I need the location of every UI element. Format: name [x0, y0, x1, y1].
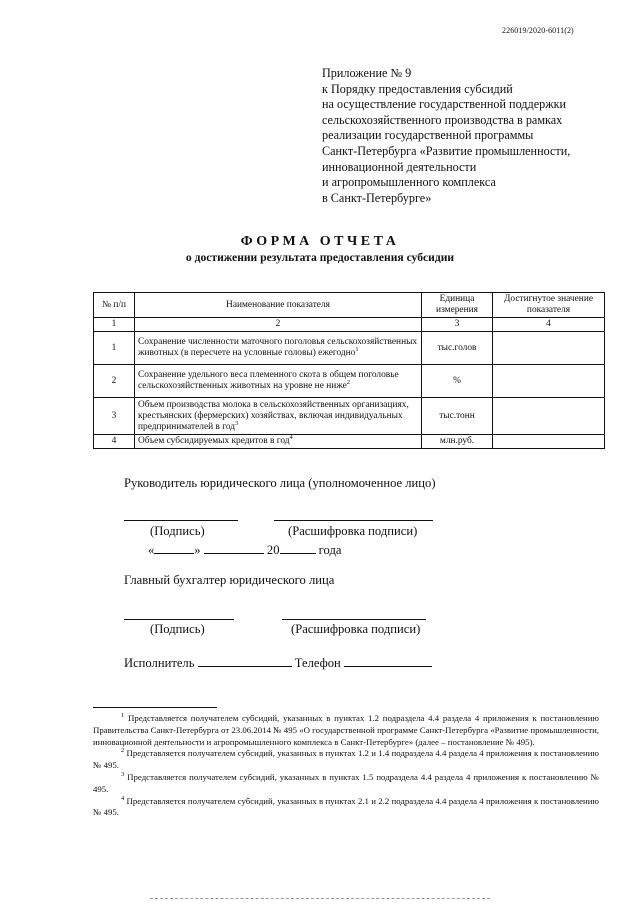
document-number: 226019/2020-6011(2): [502, 26, 574, 35]
footnote-ref: 1: [355, 345, 359, 353]
column-number: 2: [135, 318, 422, 332]
unit-cell: %: [422, 365, 493, 398]
footnote-divider: [93, 707, 217, 708]
footnote-mark: 2: [121, 747, 125, 755]
accountant-signature-line[interactable]: [124, 619, 234, 620]
executor-row: [124, 655, 432, 671]
head-signature-line[interactable]: [124, 520, 238, 521]
date-row: [148, 542, 341, 558]
phone-field[interactable]: [344, 655, 432, 667]
footnote-ref: 3: [235, 419, 239, 427]
phone-label: Телефон: [294, 656, 341, 670]
indicator-text: Объем субсидируемых кредитов в год: [138, 436, 290, 446]
header-indicator-name: Наименование показателя: [135, 293, 422, 318]
table-row: [94, 365, 605, 398]
row-number: 4: [94, 435, 135, 449]
footnote-text: Представляется получателем субсидий, указанных в пунктах 2.1 и 2.2 подраздела 4.4 раздела 4 приложения к постановлению № 495.: [93, 795, 600, 818]
column-number: 1: [94, 318, 135, 332]
header-achieved-value: Достигнутое значение показателя: [493, 293, 605, 318]
footnote-text: Представляется получателем субсидий, указанных в пунктах 1.5 подраздела 4.4 раздела 4 приложения к постановлению № 495.: [93, 771, 599, 794]
indicator-name: [135, 435, 422, 449]
date-year-suffix: года: [318, 543, 342, 557]
scan-edge-artifact: [150, 898, 490, 902]
footnote-text: Представляется получателем субсидий, указанных в пунктах 1.2 подраздела 4.4 раздела 4 приложения к постановлению Правительства Санкт-Петербурга от 23.06.2014 № 495 «О государственной программе Санкт-Петербурга «Развитие промышленности, инновационной деятельности и агропромышленного комплекса в Санкт-Петербурге» (далее – постановление № 495).: [93, 713, 599, 747]
appendix-line: Санкт-Петербурга «Развитие промышленности,: [322, 143, 571, 158]
appendix-line: на осуществление государственной поддержки: [322, 97, 567, 112]
head-title: Руководитель юридического лица (уполномоченное лицо): [124, 476, 436, 490]
head-signature-label: (Подпись): [150, 524, 205, 538]
accountant-decode-line[interactable]: [282, 619, 426, 620]
date-open-quote: «: [148, 543, 155, 557]
report-table: [93, 292, 605, 449]
date-close-quote: »: [194, 543, 201, 557]
header-unit: Единица измерения: [422, 293, 493, 318]
appendix-header: [322, 66, 622, 206]
date-year-prefix: 20: [266, 543, 280, 557]
appendix-line: инновационной деятельности: [322, 159, 477, 174]
table-row: [94, 435, 605, 449]
head-decode-line[interactable]: [274, 520, 433, 521]
appendix-line: Приложение № 9: [322, 66, 412, 80]
executor-field[interactable]: [198, 655, 292, 667]
date-day-field[interactable]: [154, 542, 194, 554]
form-subtitle: о достижении результата предоставления субсидии: [185, 251, 455, 264]
footnote: [93, 748, 599, 772]
appendix-line: в Санкт-Петербурге»: [322, 190, 432, 205]
indicator-name: [135, 332, 422, 365]
footnote-text: Представляется получателем субсидий, указанных в пунктах 1.2 и 1.4 подраздела 4.4 раздела 4 приложения к постановлению № 495.: [93, 748, 600, 771]
row-number: 1: [94, 332, 135, 365]
appendix-line: и агропромышленного комплекса: [322, 175, 496, 190]
unit-cell: млн.руб.: [422, 435, 493, 449]
footnote-ref: 2: [346, 378, 351, 386]
indicator-text: Сохранение численности маточного поголовья сельскохозяйственных животных (в пересчете на условные головы) ежегодно: [138, 337, 418, 358]
unit-cell: тыс.тонн: [422, 398, 493, 435]
column-number: 3: [422, 318, 493, 332]
footnote-mark: 1: [121, 712, 125, 720]
appendix-line: реализации государственной программы: [322, 128, 534, 143]
accountant-signature-label: (Подпись): [150, 622, 205, 636]
executor-label: Исполнитель: [124, 656, 195, 670]
indicator-name: [135, 365, 422, 398]
form-title: ФОРМА ОТЧЕТА: [240, 234, 400, 249]
head-decode-label: (Расшифровка подписи): [288, 524, 418, 538]
footnote-mark: 3: [121, 771, 125, 779]
accountant-decode-label: (Расшифровка подписи): [291, 622, 421, 636]
date-month-field[interactable]: [204, 542, 264, 554]
appendix-line: сельскохозяйственного производства в рамках: [322, 112, 563, 127]
table-row: [94, 398, 605, 435]
row-number: 2: [94, 365, 135, 398]
footnotes: [93, 713, 599, 819]
row-number: 3: [94, 398, 135, 435]
unit-cell: тыс.голов: [422, 332, 493, 365]
table-row: [94, 332, 605, 365]
column-number-row: [94, 318, 605, 332]
appendix-line: к Порядку предоставления субсидий: [322, 81, 513, 96]
value-cell[interactable]: [493, 398, 605, 435]
footnote: [93, 772, 599, 796]
value-cell[interactable]: [493, 332, 605, 365]
accountant-title: Главный бухгалтер юридического лица: [124, 573, 335, 587]
indicator-text: Сохранение удельного веса племенного скота в общем поголовье сельскохозяйственных животных на уровне не ниже: [138, 370, 399, 391]
footnote: [93, 713, 599, 748]
footnote: [93, 796, 599, 820]
date-year-field[interactable]: [280, 542, 316, 554]
value-cell[interactable]: [493, 435, 605, 449]
indicator-name: [135, 398, 422, 435]
indicator-text: Объем производства молока в сельскохозяйственных организациях, крестьянских (фермерских) хозяйствах, включая индивидуальных предпринимателей в год: [138, 399, 409, 432]
table-header-row: [94, 293, 605, 318]
value-cell[interactable]: [493, 365, 605, 398]
column-number: 4: [493, 318, 605, 332]
footnote-mark: 4: [121, 794, 125, 802]
header-number: № п/п: [94, 293, 135, 318]
footnote-ref: 4: [289, 433, 293, 441]
